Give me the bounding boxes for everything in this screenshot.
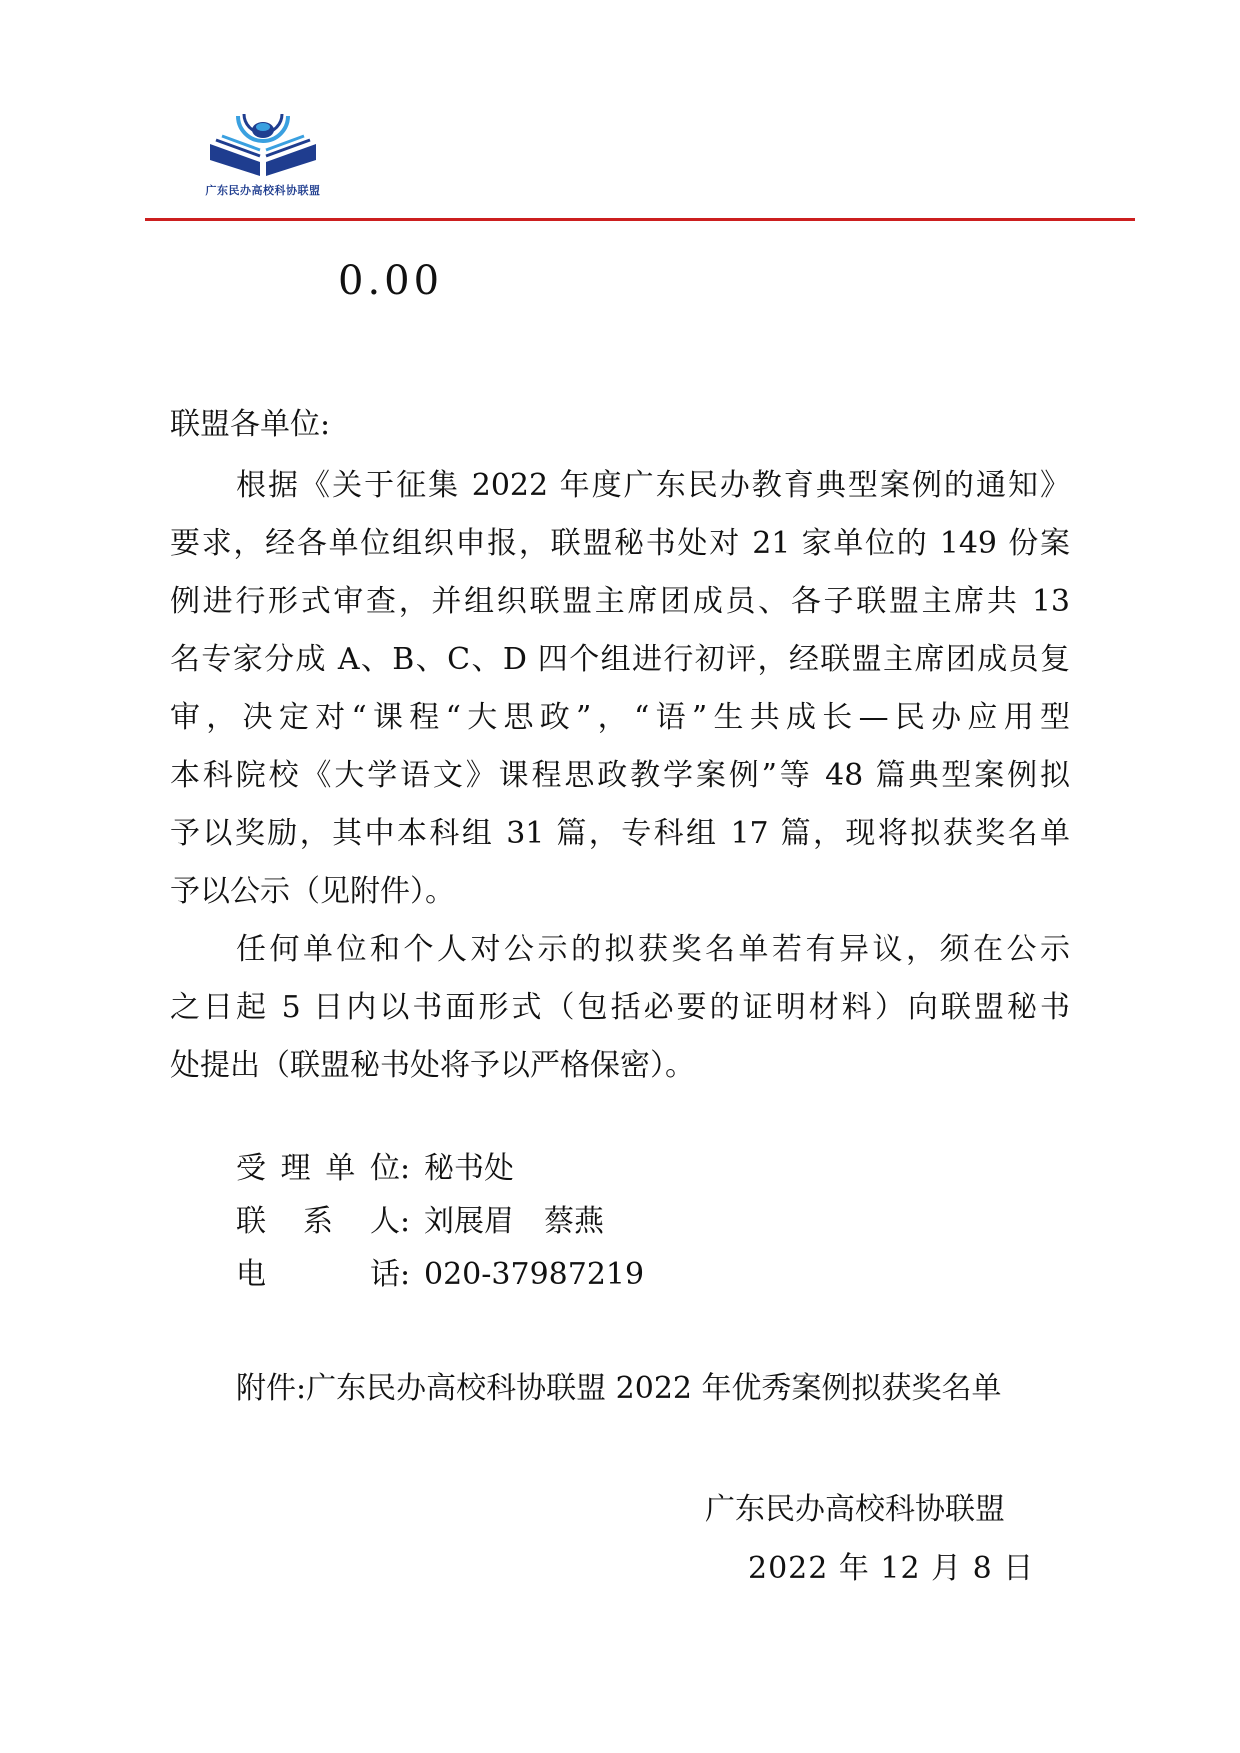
signature-organization: 广东民办高校科协联盟 xyxy=(705,1492,1005,1527)
attachment-note: 附件:广东民办高校科协联盟 2022 年优秀案例拟获奖名单 xyxy=(236,1371,1002,1406)
contact-row-office xyxy=(236,1142,644,1195)
paragraph-1 xyxy=(170,457,1070,921)
paragraph-line: 之日起 5 日内以书面形式（包括必要的证明材料）向联盟秘书 xyxy=(170,990,1070,1025)
person-value: 刘展眉 蔡燕 xyxy=(424,1204,604,1239)
logo-text: 广东民办高校科协联盟 xyxy=(205,184,321,197)
header-divider xyxy=(145,218,1135,221)
paragraph-line: 根据《关于征集 2022 年度广东民办教育典型案例的通知》 xyxy=(236,468,1070,503)
document-title: 0.00 xyxy=(338,258,444,304)
salutation: 联盟各单位: xyxy=(170,407,331,442)
colon: : xyxy=(400,1151,411,1186)
open-book-icon xyxy=(208,110,318,182)
phone-label: 电话 xyxy=(236,1257,400,1292)
alliance-logo xyxy=(188,110,338,200)
paragraph-2 xyxy=(170,921,1070,1095)
contact-row-phone xyxy=(236,1248,644,1301)
paragraph-line: 审，决定对“课程“大思政”，“语”生共成长—民办应用型 xyxy=(170,700,1070,735)
office-value: 秘书处 xyxy=(424,1151,514,1186)
paragraph-line: 任何单位和个人对公示的拟获奖名单若有异议，须在公示 xyxy=(236,932,1070,967)
person-label: 联系人 xyxy=(236,1204,400,1239)
paragraph-line: 要求，经各单位组织申报，联盟秘书处对 21 家单位的 149 份案 xyxy=(170,526,1070,561)
office-label: 受理单位 xyxy=(236,1151,400,1186)
paragraph-line: 名专家分成 A、B、C、D 四个组进行初评，经联盟主席团成员复 xyxy=(170,642,1070,677)
contact-info xyxy=(236,1142,644,1301)
contact-row-person xyxy=(236,1195,644,1248)
paragraph-line: 本科院校《大学语文》课程思政教学案例”等 48 篇典型案例拟 xyxy=(170,758,1070,793)
paragraph-line: 予以公示（见附件）。 xyxy=(170,874,455,909)
phone-value: 020-37987219 xyxy=(424,1257,645,1292)
paragraph-line: 例进行形式审查，并组织联盟主席团成员、各子联盟主席共 13 xyxy=(170,584,1070,619)
colon: : xyxy=(400,1257,411,1292)
colon: : xyxy=(400,1204,411,1239)
signature-date: 2022 年 12 月 8 日 xyxy=(748,1551,1035,1586)
paragraph-line: 予以奖励，其中本科组 31 篇，专科组 17 篇，现将拟获奖名单 xyxy=(170,816,1070,851)
paragraph-line: 处提出（联盟秘书处将予以严格保密）。 xyxy=(170,1048,695,1083)
